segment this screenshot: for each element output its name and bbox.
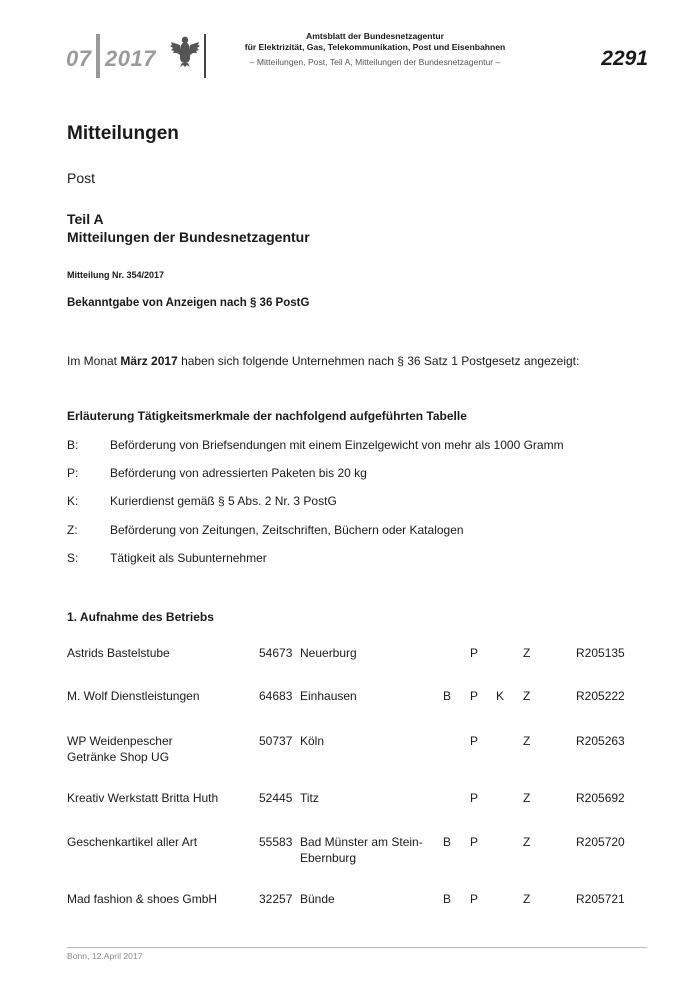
- intro-month: März 2017: [120, 354, 178, 368]
- gazette-subtitle: – Mitteilungen, Post, Teil A, Mitteilungen der Bundesnetzagentur –: [249, 57, 501, 67]
- footer-date: Bonn, 12.April 2017: [67, 951, 143, 961]
- flag-p: P: [470, 734, 479, 748]
- postal-code: 32257: [259, 892, 293, 906]
- company-name: Astrids Bastelstube: [67, 646, 170, 660]
- postal-code: 52445: [259, 791, 293, 805]
- legend-key: Z:: [67, 523, 78, 537]
- registration-number: R205222: [576, 689, 625, 703]
- logo-divider: [204, 34, 206, 78]
- flag-z: Z: [523, 892, 531, 906]
- page-number: 2291: [601, 47, 648, 70]
- legend-item: [67, 523, 464, 537]
- flag-b: B: [443, 892, 452, 906]
- legend-key: P:: [67, 466, 79, 480]
- registration-number: R205720: [576, 835, 625, 849]
- section-label: Post: [67, 170, 96, 186]
- city: Bünde: [300, 892, 335, 906]
- registration-number: R205135: [576, 646, 625, 660]
- footer-divider: [67, 947, 647, 948]
- postal-code: 64683: [259, 689, 293, 703]
- company-name: Mad fashion & shoes GmbH: [67, 892, 218, 906]
- intro-after: haben sich folgende Unternehmen nach § 36 Satz 1 Postgesetz angezeigt:: [177, 354, 580, 368]
- flag-p: P: [470, 791, 479, 805]
- postal-code: 50737: [259, 734, 293, 748]
- list-heading: 1. Aufnahme des Betriebs: [67, 610, 214, 624]
- federal-eagle-icon: [170, 33, 200, 67]
- legend-key: S:: [67, 551, 79, 565]
- flag-b: B: [443, 689, 452, 703]
- page-title: Mitteilungen: [67, 123, 179, 144]
- legend-text: Beförderung von Zeitungen, Zeitschriften, Büchern oder Katalogen: [110, 523, 464, 537]
- issue-number: 07: [66, 46, 92, 71]
- legend-key: B:: [67, 438, 79, 452]
- legend-key: K:: [67, 494, 79, 508]
- gazette-title-line-1: Amtsblatt der Bundesnetzagentur: [306, 31, 444, 41]
- part-heading-line-1: Teil A: [67, 211, 104, 227]
- intro-before: Im Monat: [67, 354, 121, 368]
- flag-p: P: [470, 835, 479, 849]
- legend-heading: Erläuterung Tätigkeitsmerkmale der nachfolgend aufgeführten Tabelle: [67, 409, 467, 423]
- issue-year: 2017: [105, 46, 156, 71]
- registration-number: R205692: [576, 791, 625, 805]
- company-name: Kreativ Werkstatt Britta Huth: [67, 791, 219, 805]
- flag-p: P: [470, 646, 479, 660]
- flag-b: B: [443, 835, 452, 849]
- city: Titz: [300, 791, 319, 805]
- part-heading: [67, 210, 310, 246]
- city: Einhausen: [300, 689, 357, 703]
- city: Neuerburg: [300, 646, 357, 660]
- flag-k: K: [496, 689, 505, 703]
- company-name: M. Wolf Dienstleistungen: [67, 689, 200, 703]
- company-name: WP Weidenpescher Getränke Shop UG: [67, 734, 173, 764]
- legend-text: Tätigkeit als Subunternehmer: [110, 551, 267, 565]
- flag-p: P: [470, 892, 479, 906]
- postal-code: 54673: [259, 646, 293, 660]
- flag-p: P: [470, 689, 479, 703]
- legend-text: Kurierdienst gemäß § 5 Abs. 2 Nr. 3 PostG: [110, 494, 337, 508]
- legend-text: Beförderung von Briefsendungen mit einem Einzelgewicht von mehr als 1000 Gramm: [110, 438, 564, 452]
- postal-code: 55583: [259, 835, 293, 849]
- legend-item: [67, 494, 337, 508]
- part-heading-line-2: Mitteilungen der Bundesnetzagentur: [67, 229, 310, 245]
- gazette-title-line-2: für Elektrizität, Gas, Telekommunikation, Post und Eisenbahnen: [244, 42, 506, 52]
- flag-z: Z: [523, 791, 531, 805]
- flag-z: Z: [523, 835, 531, 849]
- intro-paragraph: [67, 354, 579, 368]
- city: Köln: [300, 734, 325, 748]
- issue-divider: [96, 34, 100, 78]
- city: Bad Münster am Stein-Ebernburg: [300, 835, 423, 865]
- legend-item: [67, 438, 564, 452]
- flag-z: Z: [523, 734, 531, 748]
- legend-item: [67, 551, 267, 565]
- flag-z: Z: [523, 689, 531, 703]
- flag-z: Z: [523, 646, 531, 660]
- legend-text: Beförderung von adressierten Paketen bis 20 kg: [110, 466, 367, 480]
- legend-item: [67, 466, 367, 480]
- notice-number: Mitteilung Nr. 354/2017: [67, 270, 165, 280]
- notice-title: Bekanntgabe von Anzeigen nach § 36 PostG: [67, 297, 310, 309]
- registration-number: R205263: [576, 734, 625, 748]
- company-name: Geschenkartikel aller Art: [67, 835, 198, 849]
- registration-number: R205721: [576, 892, 625, 906]
